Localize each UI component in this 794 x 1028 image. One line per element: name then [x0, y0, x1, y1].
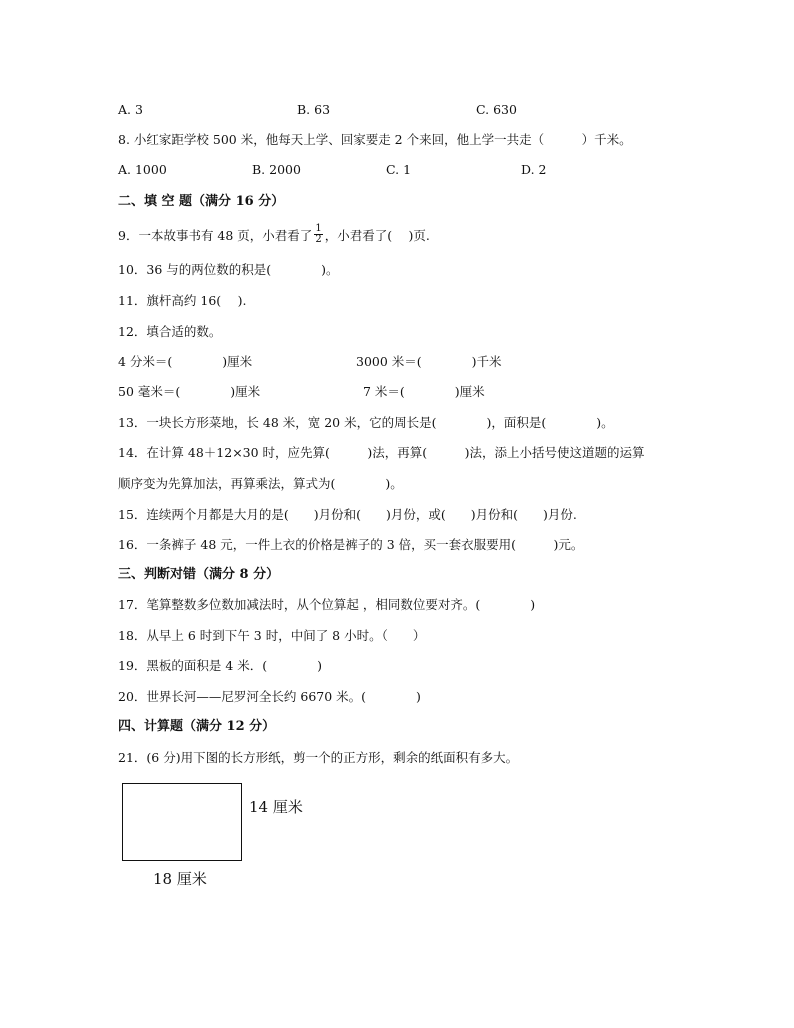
q8-option-d: D. 2: [521, 162, 547, 177]
rectangle-width-label: 18 厘米: [153, 870, 207, 888]
q12-item-d: 7 米＝( )厘米: [363, 384, 485, 399]
question-19: 19．黑板的面积是 4 米．( ): [118, 658, 323, 673]
question-15: 15．连续两个月都是大月的是( )月份和( )月份，或( )月份和( )月份.: [118, 507, 577, 522]
section-4-title: 四、计算题（满分 12 分）: [118, 719, 276, 734]
q12-item-a: 4 分米＝( )厘米: [118, 354, 253, 369]
question-13: 13．一块长方形菜地，长 48 米，宽 20 米，它的周长是( )，面积是( )。: [118, 415, 614, 430]
section-2-title: 二、填 空 题（满分 16 分）: [118, 194, 285, 209]
rectangle-paper-figure: [122, 783, 242, 861]
question-20: 20．世界长河——尼罗河全长约 6670 米。( ): [118, 689, 421, 704]
question-9: [118, 223, 430, 245]
question-18: 18．从早上 6 时到下午 3 时，中间了 8 小时。（ ）: [118, 628, 426, 643]
q9-fraction: [314, 224, 322, 245]
q12-item-c: 50 毫米＝( )厘米: [118, 384, 261, 399]
question-14-line-1: 14．在计算 48＋12×30 时，应先算( )法，再算( )法，添上小括号使这道题的运算: [118, 445, 645, 460]
question-17: 17．笔算整数多位数加减法时，从个位算起 ，相同数位要对齐。( ): [118, 597, 536, 612]
q9-text-after: ，小君看了( )页.: [324, 228, 430, 243]
question-12: 12．填合适的数。: [118, 324, 222, 339]
q8-option-b: B. 2000: [252, 162, 301, 177]
q7-option-b: B. 63: [297, 102, 331, 117]
q9-text-before: 9．一本故事书有 48 页，小君看了: [118, 228, 313, 243]
question-14-line-2: 顺序变为先算加法，再算乘法，算式为( )。: [118, 476, 403, 491]
section-3-title: 三、判断对错（满分 8 分）: [118, 567, 280, 582]
q9-fraction-denominator: 2: [315, 234, 322, 245]
question-11: 11．旗杆高约 16( ).: [118, 293, 247, 308]
q9-fraction-numerator: 1: [315, 223, 322, 234]
question-8: 8. 小红家距学校 500 米，他每天上学、回家要走 2 个来回，他上学一共走（ ）千米。: [118, 132, 632, 147]
q12-item-b: 3000 米＝( )千米: [356, 354, 502, 369]
question-10: 10．36 与的两位数的积是( )。: [118, 262, 339, 277]
q7-option-c: C. 630: [476, 102, 517, 117]
question-16: 16．一条裤子 48 元，一件上衣的价格是裤子的 3 倍，买一套衣服要用( )元。: [118, 537, 584, 552]
q7-option-a: A. 3: [118, 102, 143, 117]
q8-option-c: C. 1: [386, 162, 412, 177]
question-21: 21．(6 分)用下图的长方形纸，剪一个的正方形，剩余的纸面积有多大。: [118, 750, 519, 765]
q8-option-a: A. 1000: [118, 162, 167, 177]
rectangle-height-label: 14 厘米: [249, 798, 303, 816]
